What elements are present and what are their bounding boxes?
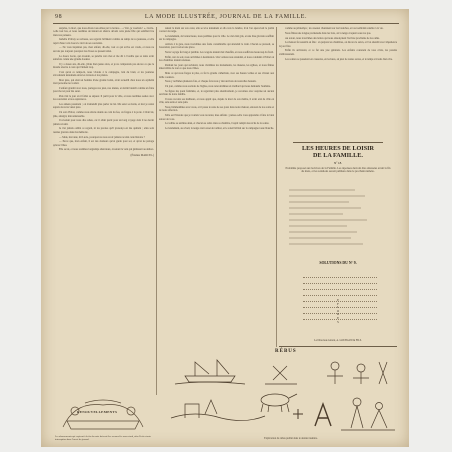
renewals-vignette [55,397,151,433]
paragraph: Le lendemain, au réveil, la neige avait cessé de tomber, et le soleil brillait sur la campagne toute blanche. [165,127,274,131]
section-number: Nº 18. [333,161,343,165]
paragraph: — Mais, ma tante, dit Lucie, pourquoi ne nous avoir jamais raconté cette histoire ? [59,135,145,139]
paragraph: La veillée se termina ainsi, et chacun se retira dans sa chambre, l'esprit rempli des récits de la soirée. [165,122,270,126]
paragraph: — Parce que, mon enfant, il est des douleurs qu'on garde pour soi, et qu'on ne partage qu'avec Dieu. [53,140,154,147]
paragraph: Enfin ils arrivèrent, et ce fut une joie générale. Les enfants couraient de tous côtés, les parents s'embrassaient. [279,49,397,56]
solution-letter: E [337,298,339,302]
text-column-1 [53,27,154,397]
paragraph: tenant la main sur son cœur, elle se leva lentement et alla vers la fenêtre, d'où l'on apercevait le jardin couvert de neige. [159,27,274,34]
paragraph: L'enfant grandit avec nous, partagea nos jeux, nos études, et devint bientôt comme un frère pour moi et pour ma sœur. [53,86,154,94]
rebus-caption: Explication du rébus publié dans le dernier numéro. [264,437,318,440]
paragraph: Nous l'emmenâmes avec nous, et il passa le reste de ses jours dans notre maison, entouré de nos soins et de notre affection. [159,106,274,113]
paragraph: La douce Lucie, qui écoutait, se pencha vers moi et me dit à l'oreille que sa tante avait autrefois connu une grande douleur. [53,54,154,61]
rebus-illustration [165,354,401,434]
section-title-line-2: DE LA FAMILLE. [313,152,363,159]
renewals-note: Les abonnements qui expirent à la fin du mois doivent être renouvelés sans retard, afin d'éviter toute interruption dans l'envoi du journal. [55,435,151,441]
rebus-title: RÉBUS [275,349,297,354]
section-rule [293,142,383,143]
paragraph: Sa figure me parut familière, et, le regardant plus attentivement, je reconnus avec surprise un ancien serviteur de notre famille. [159,89,274,97]
running-title: LA MODE ILLUSTRÉE, JOURNAL DE LA FAMILLE. [144,14,308,20]
page-header [53,13,399,24]
paragraph: Pendant les jours qui suivirent, nous visitâmes les monuments, les musées, les églises, et nous fûmes émerveillés de tout ce que nous vîmes. [159,64,274,71]
puzzle-intro: Problème proposé aux lectrices de la Famille. Les réponses devront être adressées avant la fin du mois, et les solutions seront publiées dans le prochain numéro. [285,167,391,174]
paragraph: Le lendemain, de bonne heure, nous partîmes pour la ville. Le ciel était gris, et une bise glaciale soufflait sur la campagne. [159,35,274,42]
paragraph: Isabelle d'Orsay se redressa, ses regards brillaient comme au temps de sa jeunesse, et elle reprit d'une voix douce le récit de ses souvenirs. [53,38,154,45]
paragraph: Enfin, vers le soir, nous arrivâmes à destination. Une voiture nous attendait, et nous conduisit à l'hôtel où nos chambres étaient retenues. [159,56,274,63]
solution-letter: F [337,301,339,306]
solution-letter: R [336,312,339,317]
solutions-title: SOLUTIONS DU Nº 9. [319,261,357,265]
paragraph: Un soir d'hiver, comme nous étions réunis au coin du feu, on frappa à la porte. C'était lui, pâle, amaigri, méconnaissable. [53,111,154,118]
publisher-credit: Le Directeur-Gérant, A. GOUBAUD & FILS. [314,339,362,342]
magazine-page [41,9,409,447]
paragraph: Un jour, comme nous sortions de l'église, nous rencontrâmes un vieillard qui nous demanda l'aumône. [165,85,271,89]
solution-letter: L [337,305,339,310]
paragraph: Au retour, nous trouvâmes des lettres qui nous annonçaient l'arrivée prochaine de nos amis. [285,36,380,40]
paragraph: Elle se tut, et nous restâmes longtemps silencieux, écoutant le vent qui gémissait au dehors. [59,148,154,152]
author-signature: (Étienne MARCEL.) [130,153,154,157]
section-title: LES HEURES DE LOISIR [301,145,375,152]
paragraph: Nous fîmes une longue promenade dans les bois, où la neige craquait sous nos pas. [285,31,372,35]
paragraph: Il y a douze ans, dit-elle, j'étais bien jeune alors, et je ne comprenais pas encore ce que le monde réserve à ceux qui l'aiment trop. [53,62,154,69]
paragraph: Je n'ai jamais oublié ce regard, ni les paroles qu'il prononça en me quittant ; elles sont restées gravées dans ma mémoire. [53,127,154,134]
puzzle-list [285,184,391,254]
paragraph: Il revenait pour nous dire adieu, car il allait partir pour un long voyage dont il ne devait jamais revenir. [53,119,154,126]
column-divider [156,27,157,395]
section-rule [279,346,397,347]
paragraph: surprise, la mort, que nous étions tous émus par la lecture… « Voir, je voudrais ! », s'écria-t-elle tout bas, et nous restâmes un instant en silence devant cette jeune fille qui semblait lire dans nos pensées. [53,27,154,37]
solution-letter: O [336,308,340,313]
paragraph: Il nous raconta ses malheurs, et nous apprit que, depuis la mort de son maître, il avait erré de ville en ville, sans asile et sans pain. [159,98,274,105]
solution-letter: E [337,315,339,320]
column-divider [276,27,277,347]
paragraph: Les soirées se passèrent en causeries, en lectures, en jeux de toutes sortes, et le temps s'écoula bien vite. [285,57,393,61]
paragraph: Arrivés à la gare, nous trouvâmes une foule considérable qui attendait le train. Chacun se pressait, se bousculait, pour trouver une place. [159,43,274,50]
renewals-label: RENOUVELLEMENTS [77,410,118,414]
paragraph: Mon père, qui était un homme d'une grande bonté, avait recueilli chez nous un orphelin dont personne ne voulait. [53,78,154,86]
paragraph: La maison fut aussitôt en fête : on prépara les chambres, on décora le salon, et l'on attendit avec impatience le jour fixé. [279,41,397,48]
solution-letters [333,299,343,324]
page-number: 98 [55,14,63,20]
paragraph: Puis vint le jour où il fallut se séparer. Il partit pour la ville, et nous restâmes seules avec nos souvenirs et nos espérances. [53,95,154,102]
paragraph: Telle est l'histoire que je voulais vous raconter, mes enfants ; puisse-t-elle vous apprendre à faire le bien autour de vous. [159,114,274,121]
text-column-2 [159,27,274,327]
paragraph: — Ne vous inquiétez pas, mon enfant, dit-elle, tout ce qui arrive est voulu, et nous ne savons pas toujours pourquoi les choses se passent ainsi. [53,46,154,53]
paragraph: comme au printemps ; les oiseaux chantaient sur les branches, et tout semblait renaître à la vie. [285,27,384,30]
text-column-3 [279,27,397,139]
paragraph: Mais ce qui nous frappa le plus, ce fut la grande cathédrale, avec ses hautes voûtes et ses vitraux aux mille couleurs. [159,72,274,79]
paragraph: C'est qu'en ce temps-là, nous vivions à la campagne, loin du bruit, et les journées s'écoulaient lentement entre les travaux et les prières. [53,70,154,78]
paragraph: Nous y revînmes plusieurs fois, et chaque fois nous y découvrions de nouvelles beautés. [165,80,257,84]
paragraph: Notre voyage fut long et pénible. Les wagons étaient mal chauffés, et nous souffrions beaucoup du froid. [165,51,274,55]
paragraph: Les années passèrent ; on n'entendit plus parler de lui. Ma sœur se maria, et moi je restai auprès de notre vieux père. [53,103,154,110]
solution-letter: S [337,319,339,324]
